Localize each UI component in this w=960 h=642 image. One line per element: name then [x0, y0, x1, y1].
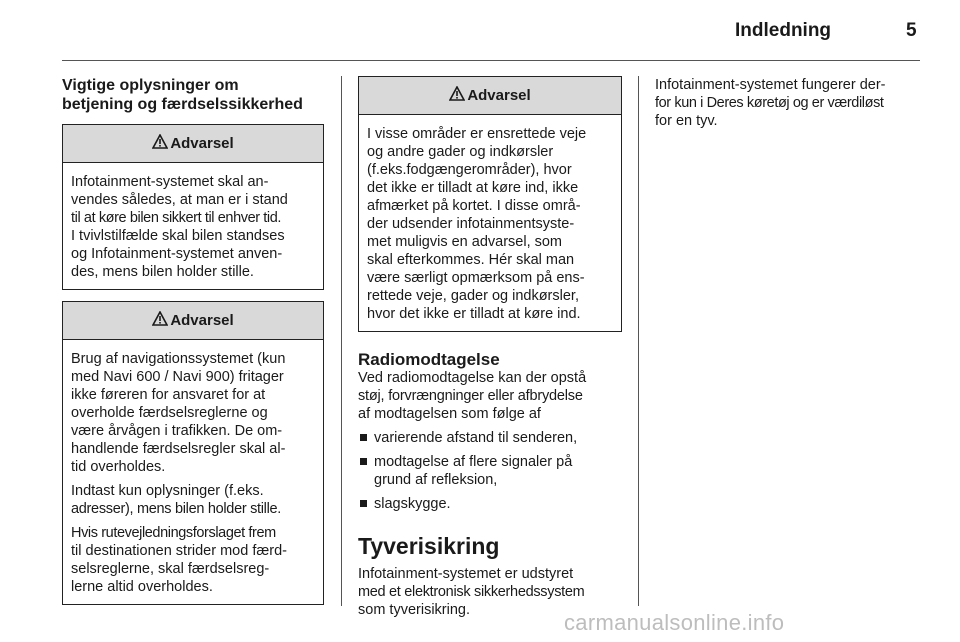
warning-box-3 — [358, 76, 622, 332]
radio-heading: Radiomodtagelse — [358, 350, 500, 369]
list-item: slagskygge. — [358, 495, 622, 513]
section-heading: Vigtige oplysninger om betjening og færdselssikkerhed — [62, 77, 303, 113]
list-item: varierende afstand til senderen, — [358, 429, 622, 447]
radio-text: Ved radiomodtagelse kan der opstå støj, forvrængninger eller afbrydelse af modtagelsen som følge af — [358, 370, 587, 422]
warning-triangle-icon — [152, 311, 168, 331]
warning-header — [63, 125, 323, 163]
column-1 — [62, 76, 324, 616]
warning-triangle-icon — [449, 86, 465, 106]
column-2 — [358, 76, 622, 625]
warning-body — [359, 115, 621, 331]
warning-box-2 — [62, 301, 324, 605]
watermark: carmanualsonline.info — [564, 610, 785, 635]
warning-header — [359, 77, 621, 115]
list-item: modtagelse af flere signaler på grund af refleksion, — [358, 453, 622, 489]
warning-title: Advarsel — [170, 134, 234, 152]
column-divider-1 — [341, 76, 342, 606]
radio-bullet-list — [358, 429, 622, 513]
warning-paragraph: Hvis rutevejledningsforslaget frem til destinationen strider mod færd- selsreglerne, skal færdselsreg- lerne altid overholdes. — [71, 525, 287, 595]
warning-paragraph: Indtast kun oplysninger (f.eks. adresser), mens bilen holder stille. — [71, 483, 282, 517]
warning-triangle-icon — [152, 134, 168, 154]
column-divider-2 — [638, 76, 639, 606]
warning-header — [63, 302, 323, 340]
theft-text: Infotainment-systemet er udstyret med et elektronisk sikkerhedssystem som tyverisikring. — [358, 566, 585, 618]
header-rule — [62, 60, 920, 61]
page-number: 5 — [906, 20, 917, 41]
warning-body — [63, 340, 323, 604]
warning-box-1 — [62, 124, 324, 290]
theft-heading: Tyverisikring — [358, 533, 500, 559]
warning-text: Infotainment-systemet skal an- vendes således, at man er i stand til at køre bilen sikkert til enhver tid. I tvivlstilfælde skal bilen standses og Infotainment-systemet anven- des, mens bilen holder stille. — [71, 174, 288, 280]
continued-text: Infotainment-systemet fungerer der- for kun i Deres køretøj og er værdiløst for en tyv. — [655, 77, 886, 129]
page-header-title: Indledning — [735, 20, 832, 41]
warning-body — [63, 163, 323, 289]
warning-title: Advarsel — [467, 86, 531, 104]
warning-title: Advarsel — [170, 311, 234, 329]
warning-paragraph: Brug af navigationssystemet (kun med Navi 600 / Navi 900) fritager ikke føreren for ansvaret for at overholde færdselsreglerne og være årvågen i trafikken. De om- handlende færdselsregler skal al- tid overholdes. — [71, 351, 286, 475]
warning-text: I visse områder er ensrettede veje og andre gader og indkørsler (f.eks.fodgængerområder), hvor det ikke er tilladt at køre ind, ikke afmærket på kortet. I disse områ- der udsender infotainmentsyste- met muligvis en advarsel, som skal efterkommes. Hér skal man være særligt opmærksom på ens- rettede veje, gader og indkørsler, hvor det ikke er tilladt at køre ind. — [367, 126, 587, 322]
column-3 — [655, 76, 923, 136]
